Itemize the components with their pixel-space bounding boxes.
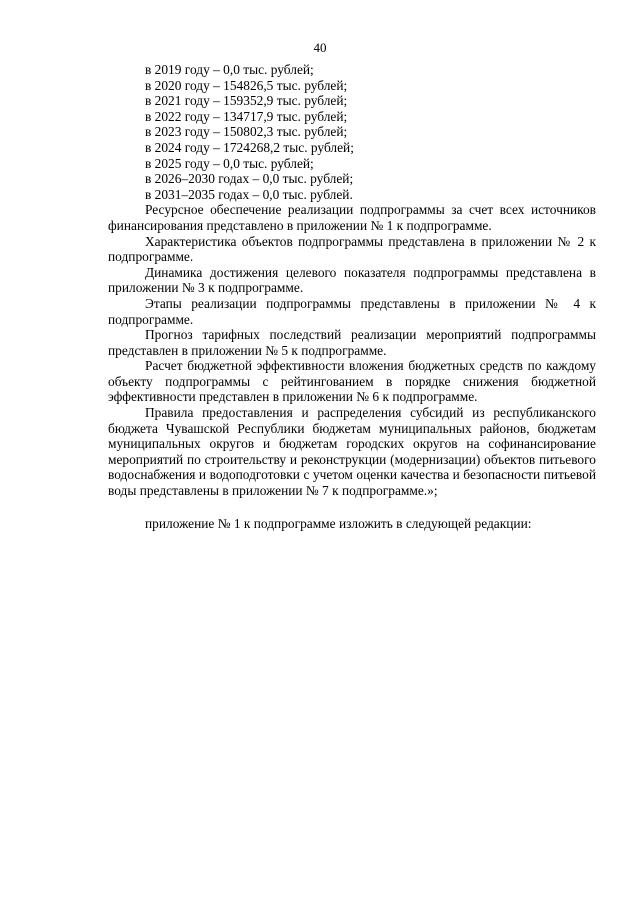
paragraph-tariff-forecast: Прогноз тарифных последствий реализации мероприятий подпрограммы представлен в приложении № 5 к подпрограмме. bbox=[108, 327, 596, 358]
page-number: 40 bbox=[313, 40, 327, 55]
paragraph-target-indicator: Динамика достижения целевого показателя подпрограммы представлена в приложении № 3 к подпрограмме. bbox=[108, 264, 596, 296]
paragraph-budget-efficiency: Расчет бюджетной эффективности вложения бюджетных средств по каждому объекту подпрограммы с рейтингованием в порядке снижения бюджетной эффективности представлен в приложении № 6 к подпрограмме. bbox=[108, 358, 596, 405]
funding-year-line: в 2020 году – 154826,5 тыс. рублей; bbox=[145, 77, 348, 93]
paragraph-spacer bbox=[108, 499, 596, 516]
paragraph-objects-characteristic: Характеристика объектов подпрограммы представлена в приложении № 2 к подпрограмме. bbox=[108, 233, 596, 265]
funding-year-line: в 2025 году – 0,0 тыс. рублей; bbox=[145, 155, 314, 171]
closing-instruction: приложение № 1 к подпрограмме изложить в следующей редакции: bbox=[145, 515, 532, 531]
funding-year-line: в 2026–2030 годах – 0,0 тыс. рублей; bbox=[145, 171, 354, 187]
document-body bbox=[108, 62, 596, 531]
paragraph-resource-provision: Ресурсное обеспечение реализации подпрограммы за счет всех источников финансирования представлено в приложении № 1 к подпрограмме. bbox=[108, 202, 596, 233]
paragraph-stages: Этапы реализации подпрограммы представлены в приложении № 4 к подпрограмме. bbox=[108, 295, 596, 327]
paragraph-subsidy-rules: Правила предоставления и распределения субсидий из республиканского бюджета Чувашской Республики бюджетам муниципальных районов, бюджетам муниципальных округов и бюджетам городских округов на софинансирование мероприятий по строительству и реконструкции (модернизации) объектов питьевого водоснабжения и водоподготовки с учетом оценки качества и безопасности питьевой воды представлены в приложении № 7 к подпрограмме.»; bbox=[108, 405, 596, 499]
funding-year-line: в 2021 году – 159352,9 тыс. рублей; bbox=[145, 93, 348, 109]
funding-year-line: в 2023 году – 150802,3 тыс. рублей; bbox=[145, 124, 348, 140]
funding-year-line: в 2019 году – 0,0 тыс. рублей; bbox=[145, 62, 314, 77]
funding-year-line: в 2031–2035 годах – 0,0 тыс. рублей. bbox=[145, 186, 353, 202]
funding-year-line: в 2022 году – 134717,9 тыс. рублей; bbox=[145, 108, 348, 124]
funding-year-line: в 2024 году – 1724268,2 тыс. рублей; bbox=[145, 139, 354, 155]
